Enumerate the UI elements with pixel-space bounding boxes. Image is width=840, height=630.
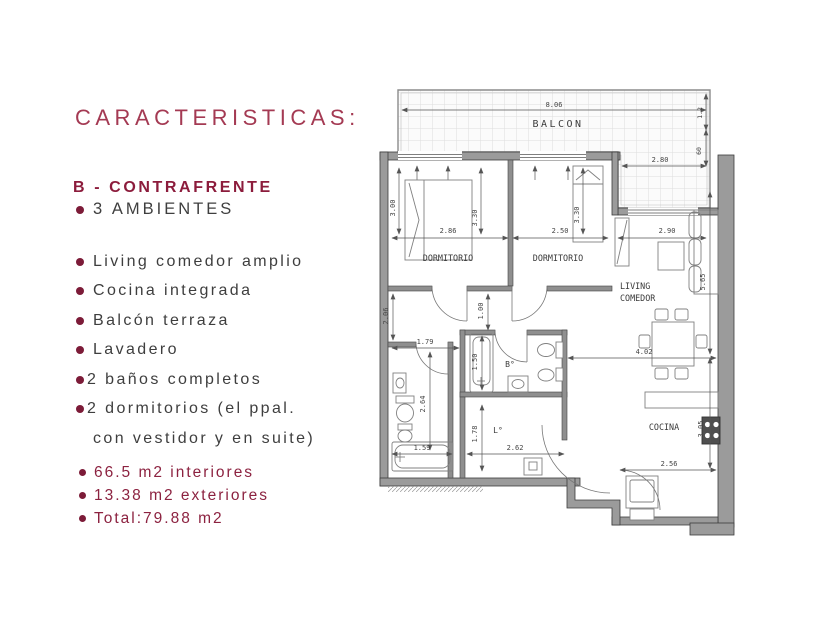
- ambientes-label: 3 AMBIENTES: [93, 200, 235, 218]
- dim-bath-tub: 1.59: [413, 444, 431, 452]
- feature-item: [76, 277, 315, 307]
- dim-hall-height: 2.06: [382, 307, 390, 325]
- room-label-dormitorio-1: DORMITORIO: [422, 253, 474, 263]
- wall-hatch: [388, 486, 483, 492]
- bullet-dot: [79, 469, 86, 476]
- ambientes-item: [76, 200, 234, 219]
- dining-table-icon: [639, 309, 707, 379]
- dim-cocina-height: 3.05: [697, 420, 705, 438]
- bullet-dot: [76, 206, 84, 214]
- floor-plan-svg: [372, 80, 747, 550]
- bullet-dot: [79, 515, 86, 522]
- bidet-icon: [398, 424, 412, 442]
- dim-dorm1-width: 2.86: [439, 227, 457, 235]
- floor-plan: [372, 80, 747, 550]
- feature-item: [76, 247, 315, 277]
- room-label-lavadero: L°: [493, 426, 503, 435]
- bullet-dot: [79, 492, 86, 499]
- dim-living-width: 2.90: [658, 227, 676, 235]
- feature-label: Lavadero: [93, 341, 179, 359]
- feature-continuation: con vestidor y en suite): [93, 429, 316, 447]
- feature-item: [76, 365, 315, 395]
- dim-balcon-right: 2.80: [651, 156, 669, 164]
- bed-icon: [573, 166, 603, 242]
- room-label-balcon: BALCON: [532, 119, 584, 130]
- dim-dorm2-width: 2.50: [551, 227, 569, 235]
- area-item: [79, 507, 269, 530]
- features-list: [76, 247, 315, 454]
- dim-balcon-width: 8.06: [545, 101, 563, 109]
- feature-label: Cocina integrada: [93, 282, 253, 300]
- dim-dorm1-height: 3.00: [389, 199, 397, 217]
- bullet-dot: [76, 317, 84, 325]
- bullet-dot: [76, 287, 84, 295]
- washer-icon: [524, 458, 542, 475]
- room-label-living: LIVING: [620, 281, 651, 291]
- feature-label: Living comedor amplio: [93, 252, 304, 270]
- area-label: 13.38 m2 exteriores: [94, 486, 269, 504]
- dim-bano-entry: 1.00: [477, 302, 485, 320]
- area-label: 66.5 m2 interiores: [94, 463, 255, 481]
- feature-label: Balcón terraza: [93, 311, 230, 329]
- bullet-dot: [76, 258, 84, 266]
- coffee-table-icon: [658, 242, 684, 270]
- dim-lavadero-width: 2.62: [506, 444, 524, 452]
- areas-list: [79, 461, 269, 530]
- dim-living-height: 5.65: [699, 273, 707, 291]
- room-label-cocina: COCINA: [648, 422, 680, 432]
- area-label: Total:79.88 m2: [94, 509, 224, 527]
- page-title: CARACTERISTICAS:: [75, 105, 360, 130]
- kitchen-counter-icon: [645, 392, 718, 408]
- area-item: [79, 484, 269, 507]
- bullet-dot: [76, 346, 84, 354]
- bed-icon: [405, 180, 472, 260]
- dim-living-width2: 4.02: [635, 348, 653, 356]
- dim-bath-height: 2.64: [419, 395, 427, 413]
- feature-item: [76, 395, 315, 425]
- feature-item: [76, 306, 315, 336]
- sink-icon: [393, 373, 406, 393]
- room-label-dormitorio-2: DORMITORIO: [532, 253, 584, 263]
- sink-icon: [508, 376, 528, 392]
- dim-lavadero-height: 1.78: [471, 425, 479, 443]
- dim-bano-tub: 1.50: [471, 353, 479, 371]
- bullet-dot: [76, 405, 84, 413]
- feature-label: 2 baños completos: [87, 370, 263, 388]
- kitchen-sink-icon: [626, 476, 658, 508]
- feature-item: [76, 336, 315, 366]
- dim-cocina-width: 2.56: [660, 460, 678, 468]
- toilet-icon: [538, 342, 564, 358]
- dim-hall-width: 1.79: [416, 338, 434, 346]
- area-item: [79, 461, 269, 484]
- room-label-bano: B°: [505, 360, 515, 369]
- dim-balcon-depth1: 1.2: [696, 107, 704, 119]
- characteristics-panel: [75, 105, 385, 585]
- unit-subtitle: B - CONTRAFRENTE: [73, 179, 273, 196]
- room-label-comedor: COMEDOR: [620, 293, 656, 303]
- toilet-icon: [396, 396, 414, 422]
- bullet-dot: [76, 376, 84, 384]
- dim-balcon-depth2: 60: [695, 147, 703, 155]
- bidet-icon: [538, 368, 563, 381]
- dim-dorm1-height2: 3.30: [471, 209, 479, 227]
- dim-dorm2-height: 3.30: [573, 206, 581, 224]
- feature-label: 2 dormitorios (el ppal.: [87, 400, 297, 418]
- kitchen-cabinet-icon: [630, 509, 654, 520]
